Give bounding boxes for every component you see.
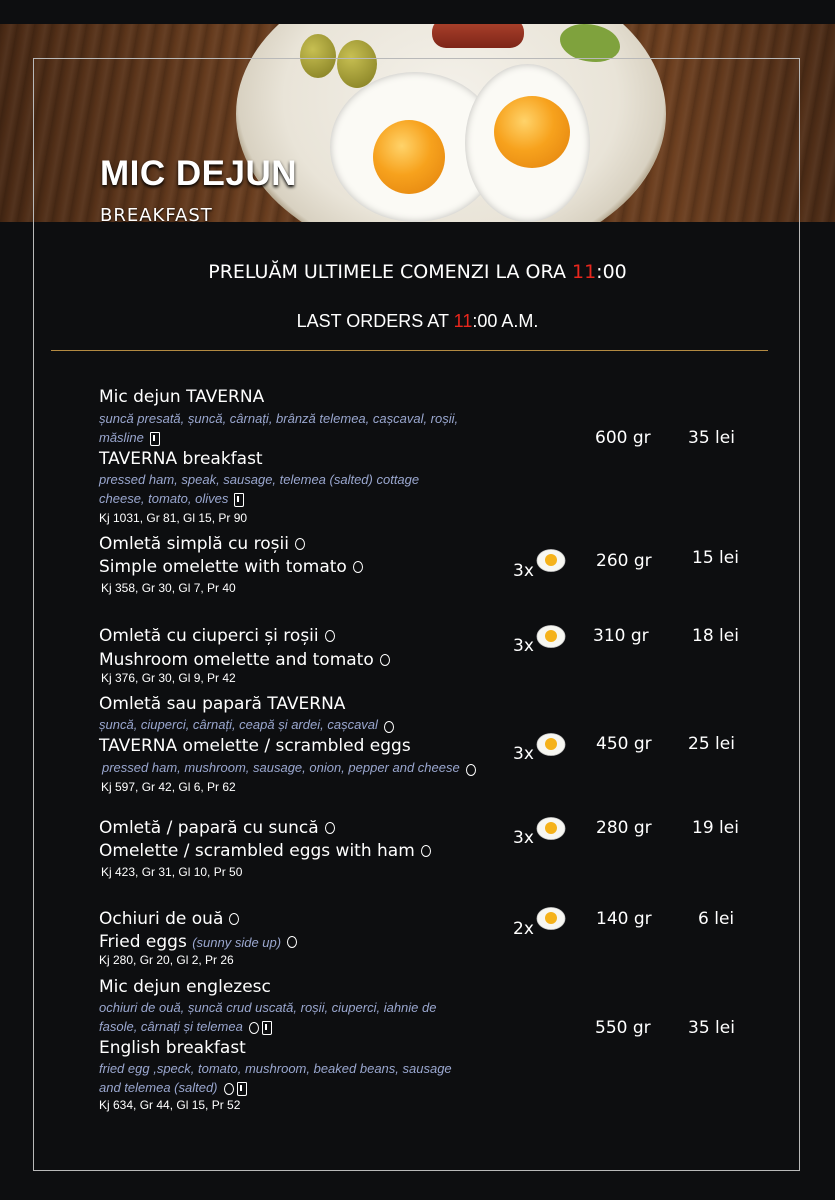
- fried-egg-icon: [536, 816, 566, 841]
- order-hour: 11: [453, 311, 473, 331]
- item-price: 18 lei: [692, 626, 739, 646]
- item-price: 35 lei: [688, 428, 735, 448]
- item-nutrition: Kj 376, Gr 30, Gl 9, Pr 42: [101, 671, 236, 685]
- item-price: 19 lei: [692, 818, 739, 838]
- page-subtitle: BREAKFAST: [100, 205, 213, 222]
- item-weight: 140 gr: [596, 909, 652, 929]
- item-weight: 280 gr: [596, 818, 652, 838]
- sausage-image: [432, 24, 524, 48]
- egg-outline-icon: [325, 822, 335, 834]
- egg-count: 2x: [513, 919, 534, 939]
- egg-outline-icon: [353, 561, 363, 573]
- item-description-ro: șuncă presată, șuncă, cârnați, brânză telemea, cașcaval, roșii,: [99, 411, 459, 426]
- egg-count: 3x: [513, 561, 534, 581]
- jar-icon: [262, 1021, 272, 1035]
- egg-outline-icon: [287, 936, 297, 948]
- item-price: 25 lei: [688, 734, 735, 754]
- item-nutrition: Kj 280, Gr 20, Gl 2, Pr 26: [99, 953, 234, 967]
- item-name-en: TAVERNA omelette / scrambled eggs: [99, 736, 411, 756]
- jar-icon: [150, 432, 160, 446]
- last-orders-notice-en: LAST ORDERS AT 11:00 A.M.: [296, 311, 539, 331]
- item-description-en: pressed ham, mushroom, sausage, onion, pepper and cheese: [102, 760, 476, 776]
- item-nutrition: Kj 358, Gr 30, Gl 7, Pr 40: [101, 581, 236, 595]
- egg-outline-icon: [229, 913, 239, 925]
- item-name-ro: Omletă simplă cu roșii: [99, 534, 305, 554]
- egg-count: 3x: [513, 636, 534, 656]
- fried-egg-icon: [536, 906, 566, 931]
- item-name-en: English breakfast: [99, 1038, 246, 1058]
- item-weight: 600 gr: [595, 428, 651, 448]
- jar-icon: [234, 493, 244, 507]
- item-nutrition: Kj 597, Gr 42, Gl 6, Pr 62: [101, 780, 236, 794]
- item-name-ro: Omletă cu ciuperci și roșii: [99, 626, 335, 646]
- item-name-ro: Omletă sau papară TAVERNA: [99, 694, 346, 714]
- divider: [51, 350, 768, 351]
- item-name-ro: Mic dejun englezesc: [99, 977, 271, 997]
- item-price: 6 lei: [698, 909, 735, 929]
- egg-outline-icon: [384, 721, 394, 733]
- item-weight: 550 gr: [595, 1018, 651, 1038]
- item-nutrition: Kj 1031, Gr 81, Gl 15, Pr 90: [99, 511, 248, 525]
- egg-outline-icon: [466, 764, 476, 776]
- item-description-ro: ochiuri de ouă, șuncă crud uscată, roșii, ciuperci, iahnie de: [99, 1000, 437, 1015]
- item-name-ro: Ochiuri de ouă: [99, 909, 239, 929]
- fried-egg-icon: [536, 732, 566, 757]
- item-nutrition: Kj 423, Gr 31, Gl 10, Pr 50: [101, 865, 243, 879]
- item-name-en: Simple omelette with tomato: [99, 557, 363, 577]
- item-weight: 260 gr: [596, 551, 652, 571]
- item-name-en: Omelette / scrambled eggs with ham: [99, 841, 431, 861]
- last-orders-notice-ro: PRELUĂM ULTIMELE COMENZI LA ORA 11:00: [208, 261, 627, 283]
- fried-egg-icon: [536, 548, 566, 573]
- item-description-en: cheese, tomato, olives: [99, 491, 244, 507]
- item-price: 15 lei: [692, 548, 739, 568]
- egg-outline-icon: [224, 1083, 234, 1095]
- egg-outline-icon: [249, 1022, 259, 1034]
- item-weight: 310 gr: [593, 626, 649, 646]
- order-hour: 11: [571, 261, 597, 283]
- item-weight: 450 gr: [596, 734, 652, 754]
- item-name-en: Mushroom omelette and tomato: [99, 650, 390, 670]
- page-title: MIC DEJUN: [100, 154, 298, 193]
- item-note: (sunny side up): [192, 935, 282, 950]
- item-description-en: pressed ham, speak, sausage, telemea (salted) cottage: [99, 472, 420, 487]
- item-description-en: and telemea (salted): [99, 1080, 247, 1096]
- fried-egg-icon: [536, 624, 566, 649]
- item-name-ro: Omletă / papară cu suncă: [99, 818, 335, 838]
- egg-count: 3x: [513, 744, 534, 764]
- item-name-en: TAVERNA breakfast: [99, 449, 263, 469]
- item-price: 35 lei: [688, 1018, 735, 1038]
- item-name-ro: Mic dejun TAVERNA: [99, 387, 265, 407]
- item-nutrition: Kj 634, Gr 44, Gl 15, Pr 52: [99, 1098, 241, 1112]
- item-description-ro: fasole, cârnați și telemea: [99, 1019, 272, 1035]
- item-description-en: fried egg ,speck, tomato, mushroom, beaked beans, sausage: [99, 1061, 452, 1076]
- egg-outline-icon: [421, 845, 431, 857]
- egg-outline-icon: [295, 538, 305, 550]
- item-description-ro: măsline: [99, 430, 160, 446]
- egg-outline-icon: [380, 654, 390, 666]
- egg-outline-icon: [325, 630, 335, 642]
- egg-count: 3x: [513, 828, 534, 848]
- item-description-ro: șuncă, ciuperci, cârnați, ceapă și ardei, cașcaval: [99, 717, 394, 733]
- jar-icon: [237, 1082, 247, 1096]
- item-name-en: Fried eggs (sunny side up): [99, 932, 297, 952]
